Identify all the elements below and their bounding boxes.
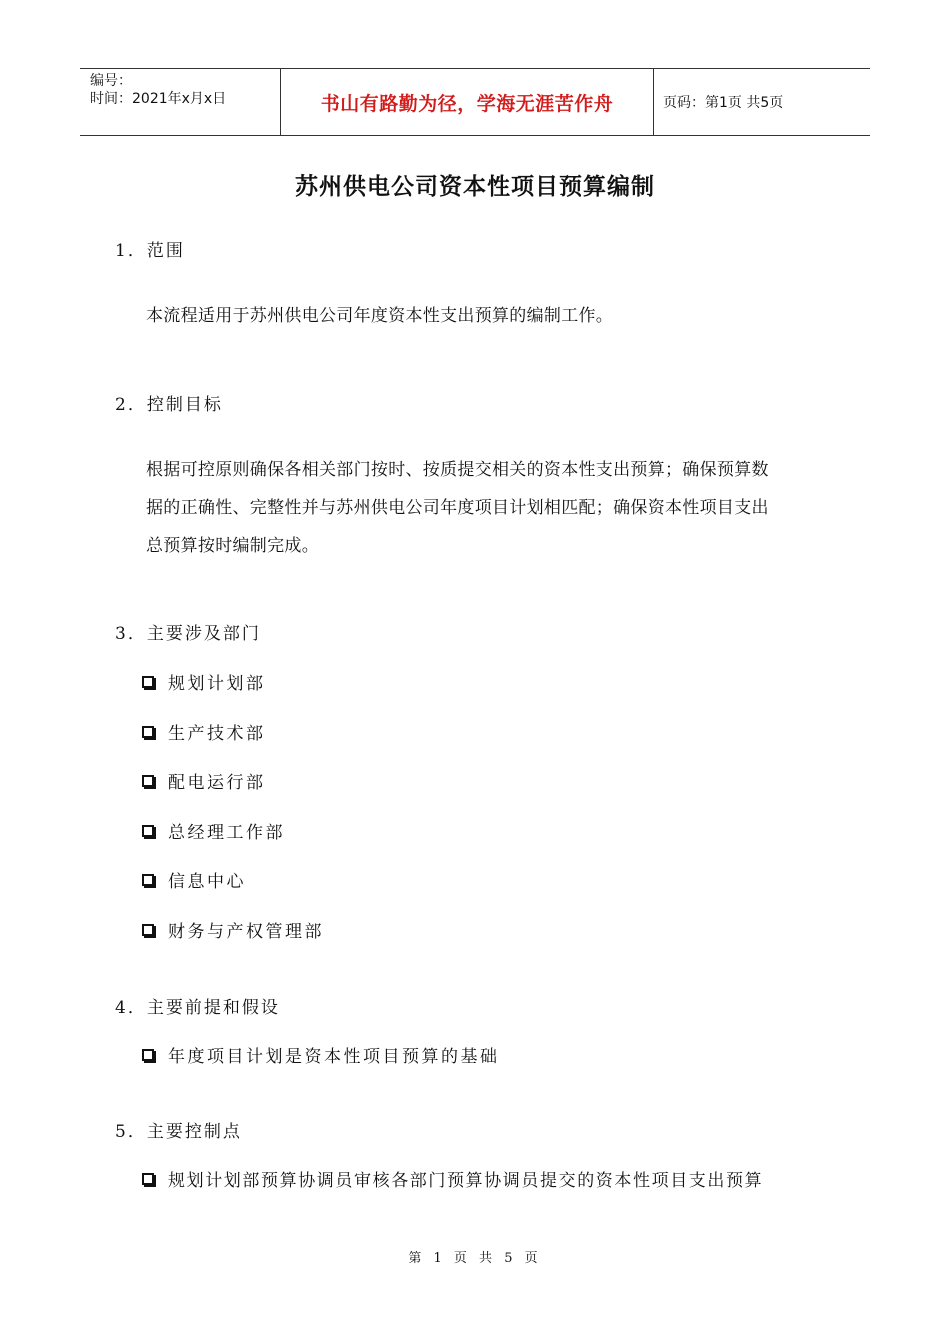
list-item [142,719,266,744]
header-page-code: 页码：第1页 共5页 [663,95,784,111]
document-header [80,68,870,136]
list-item [142,818,285,843]
header-motto: 书山有路勤为径，学海无涯苦作舟 [281,69,654,135]
list-item [142,768,266,793]
list-item [142,1166,763,1191]
list-item-label: 年度项目计划是资本性项目预算的基础 [168,1047,500,1067]
checkbox-icon [142,825,154,837]
list-item-label: 信息中心 [168,872,246,892]
checkbox-icon [142,775,154,787]
paragraph-line: 根据可控原则确保各相关部门按时、按质提交相关的资本性支出预算；确保预算数 [146,460,769,480]
time-label: 时间：2021年x月x日 [90,91,227,107]
checkbox-icon [142,874,154,886]
header-meta [80,69,281,135]
section-paragraph-scope: 本流程适用于苏州供电公司年度资本性支出预算的编制工作。 [146,306,614,326]
section-heading-scope: 1．范围 [115,241,185,261]
list-item-label: 总经理工作部 [168,823,285,843]
section-heading-assumptions: 4．主要前提和假设 [115,998,280,1018]
list-item-label: 生产技术部 [168,724,266,744]
list-item [142,917,324,942]
paragraph-line: 总预算按时编制完成。 [146,536,319,556]
page-footer: 第 1 页 共 5 页 [408,1251,542,1266]
section-heading-control-points: 5．主要控制点 [115,1122,242,1142]
list-item-label: 财务与产权管理部 [168,922,324,942]
list-item-label: 规划计划部 [168,674,266,694]
number-label: 编号： [90,73,132,89]
list-item-label: 配电运行部 [168,773,266,793]
section-heading-objectives: 2．控制目标 [115,395,223,415]
section-paragraph-objectives [146,451,846,565]
list-item [142,669,266,694]
section-heading-departments: 3．主要涉及部门 [115,624,261,644]
list-item [142,867,246,892]
checkbox-icon [142,924,154,936]
checkbox-icon [142,676,154,688]
checkbox-icon [142,1173,154,1185]
page-title: 苏州供电公司资本性项目预算编制 [295,174,655,200]
list-item [142,1042,500,1067]
checkbox-icon [142,726,154,738]
list-item-label: 规划计划部预算协调员审核各部门预算协调员提交的资本性项目支出预算 [168,1171,764,1191]
checkbox-icon [142,1049,154,1061]
paragraph-line: 据的正确性、完整性并与苏州供电公司年度项目计划相匹配；确保资本性项目支出 [146,498,769,518]
